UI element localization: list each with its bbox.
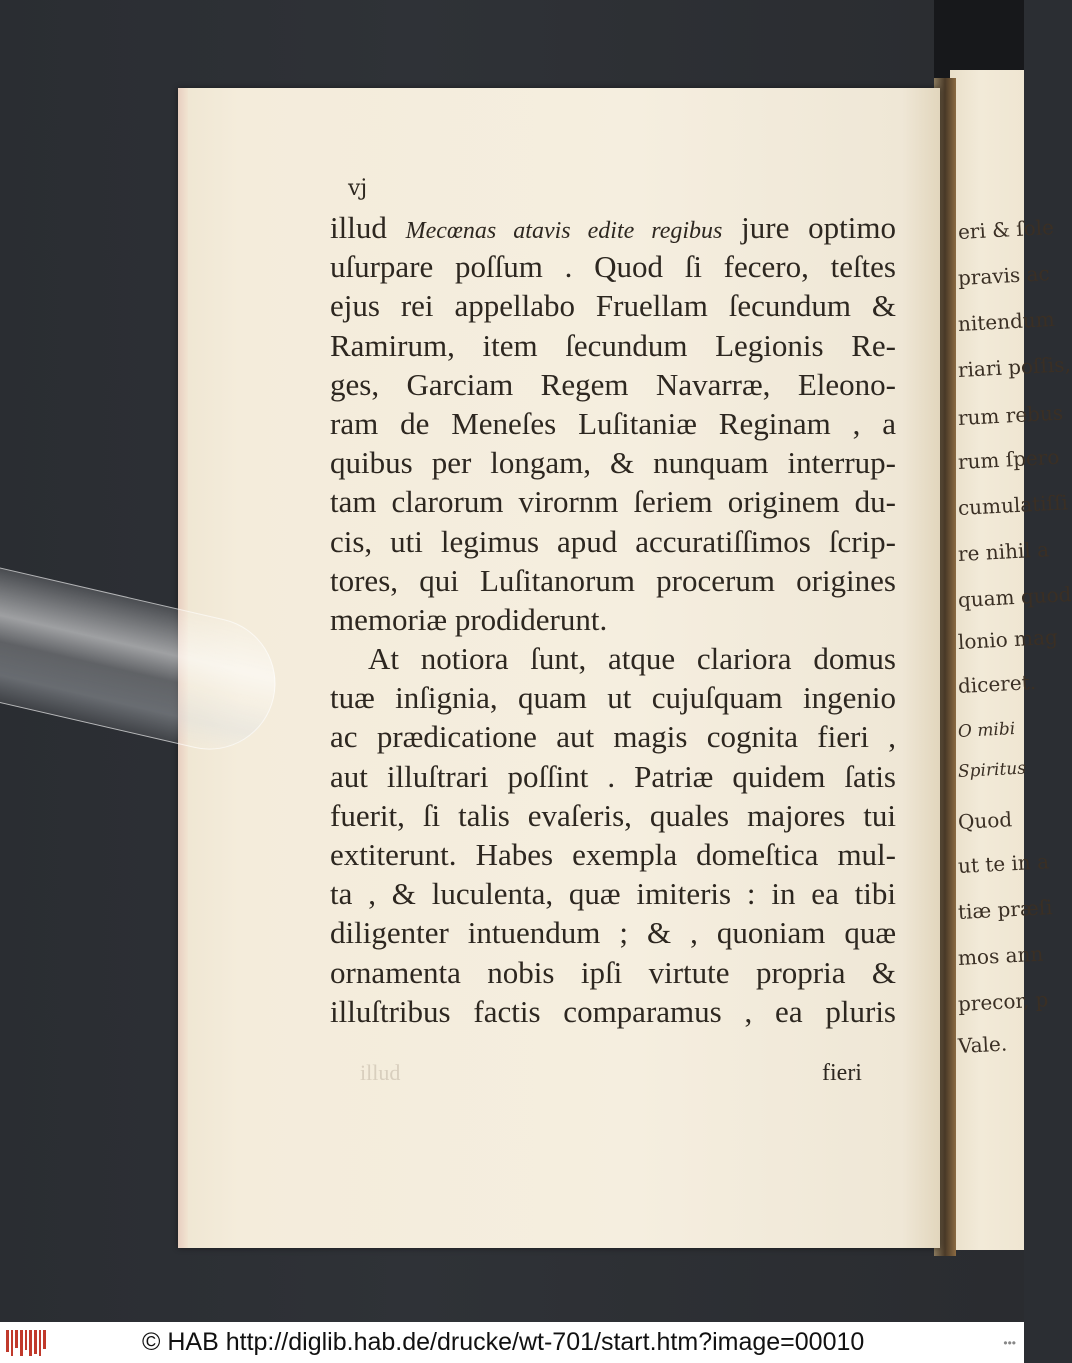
text-line: cis, uti legimus apud accuratiſſimos ſcrip- [330, 523, 896, 559]
text-line: illuſtribus factis comparamus , ea pluris [330, 993, 896, 1029]
facing-page-line: eri & ſole [957, 214, 1055, 244]
copyright-url: © HAB http://diglib.hab.de/drucke/wt-701/start.htm?image=00010 [142, 1328, 865, 1356]
text-line: fuerit, ſi talis evaſeris, quales majores tui [330, 797, 896, 833]
facing-page-line: quam quod [957, 582, 1072, 612]
text-line [330, 208, 896, 247]
facing-page-line: ut te in a [957, 849, 1050, 878]
facing-page-line: re nihil a [957, 537, 1050, 566]
facing-page-line: precor, p [957, 987, 1049, 1016]
footer-bar [0, 1322, 1024, 1363]
facing-page-line: rum rebus [957, 400, 1064, 430]
text-line: tuæ inſignia, quam ut cujuſquam ingenio [330, 680, 896, 716]
text-line: tam clarorum virornm ſeriem originem du- [330, 484, 896, 520]
page-text [330, 208, 896, 1031]
facing-page [950, 70, 1072, 1250]
facing-page-line: Spiritus [957, 758, 1027, 782]
text-line: ta , & luculenta, quæ imiteris : in ea tibi [330, 876, 896, 912]
facing-page-line: Quod [957, 807, 1013, 834]
text-line: tores, qui Luſitanorum procerum origines [330, 562, 896, 598]
text-line: diligenter intuendum ; & , quoniam quæ [330, 915, 896, 951]
facing-page-line: pravis ac [957, 261, 1051, 290]
line-text: illud [330, 210, 406, 245]
facing-page-line: cumulatiſſi [957, 490, 1069, 520]
text-line: ornamenta nobis ipſi virtute propria & [330, 954, 896, 990]
text-line: uſurpare poſſum . Quod ſi fecero, teſtes [330, 249, 896, 285]
facing-page-line: lonio mag [957, 624, 1059, 654]
text-line: ejus rei appellabo Fruellam ſecundum & [330, 288, 896, 324]
catchword: fieri [822, 1060, 862, 1086]
facing-page-line: Vale. [957, 1031, 1008, 1058]
text-line: memoriæ prodiderunt. [330, 601, 608, 637]
line-text: jure optimo [722, 210, 896, 245]
facing-page-line: tiæ præſi [957, 895, 1054, 924]
facing-page-line: mos ann [957, 941, 1044, 970]
italic-quotation: Mecœnas atavis edite regibus [405, 218, 723, 244]
text-line: extiterunt. Habes exempla domeſtica mul- [330, 837, 896, 872]
text-line: aut illuſtrari poſſint . Patriæ quidem ſatis [330, 758, 896, 794]
text-line: ges, Garciam Regem Navarræ, Eleono- [330, 366, 896, 402]
menu-dots-icon: ••• [1003, 1336, 1016, 1350]
bleed-through-text: illud [360, 1060, 401, 1085]
text-line: ac prædicatione aut magis cognita fieri , [330, 719, 896, 755]
dark-corner [934, 0, 1024, 80]
text-line: At notiora ſunt, atque clariora domus [368, 641, 896, 677]
facing-page-line: nitendum [957, 306, 1056, 336]
text-line: ram de Meneſes Luſitaniæ Reginam , a [330, 405, 896, 441]
text-line: Ramirum, item ſecundum Legionis Re- [330, 327, 896, 363]
text-line: quibus per longam, & nunquam interrup- [330, 445, 896, 481]
facing-page-line: rum ſpero [957, 444, 1060, 474]
page-number: vj [348, 176, 368, 201]
hab-logo-icon [6, 1330, 46, 1356]
facing-page-line: riari poſſis, [957, 352, 1072, 382]
facing-page-line: O mibi [957, 719, 1016, 742]
facing-page-line: diceret. [957, 669, 1037, 698]
